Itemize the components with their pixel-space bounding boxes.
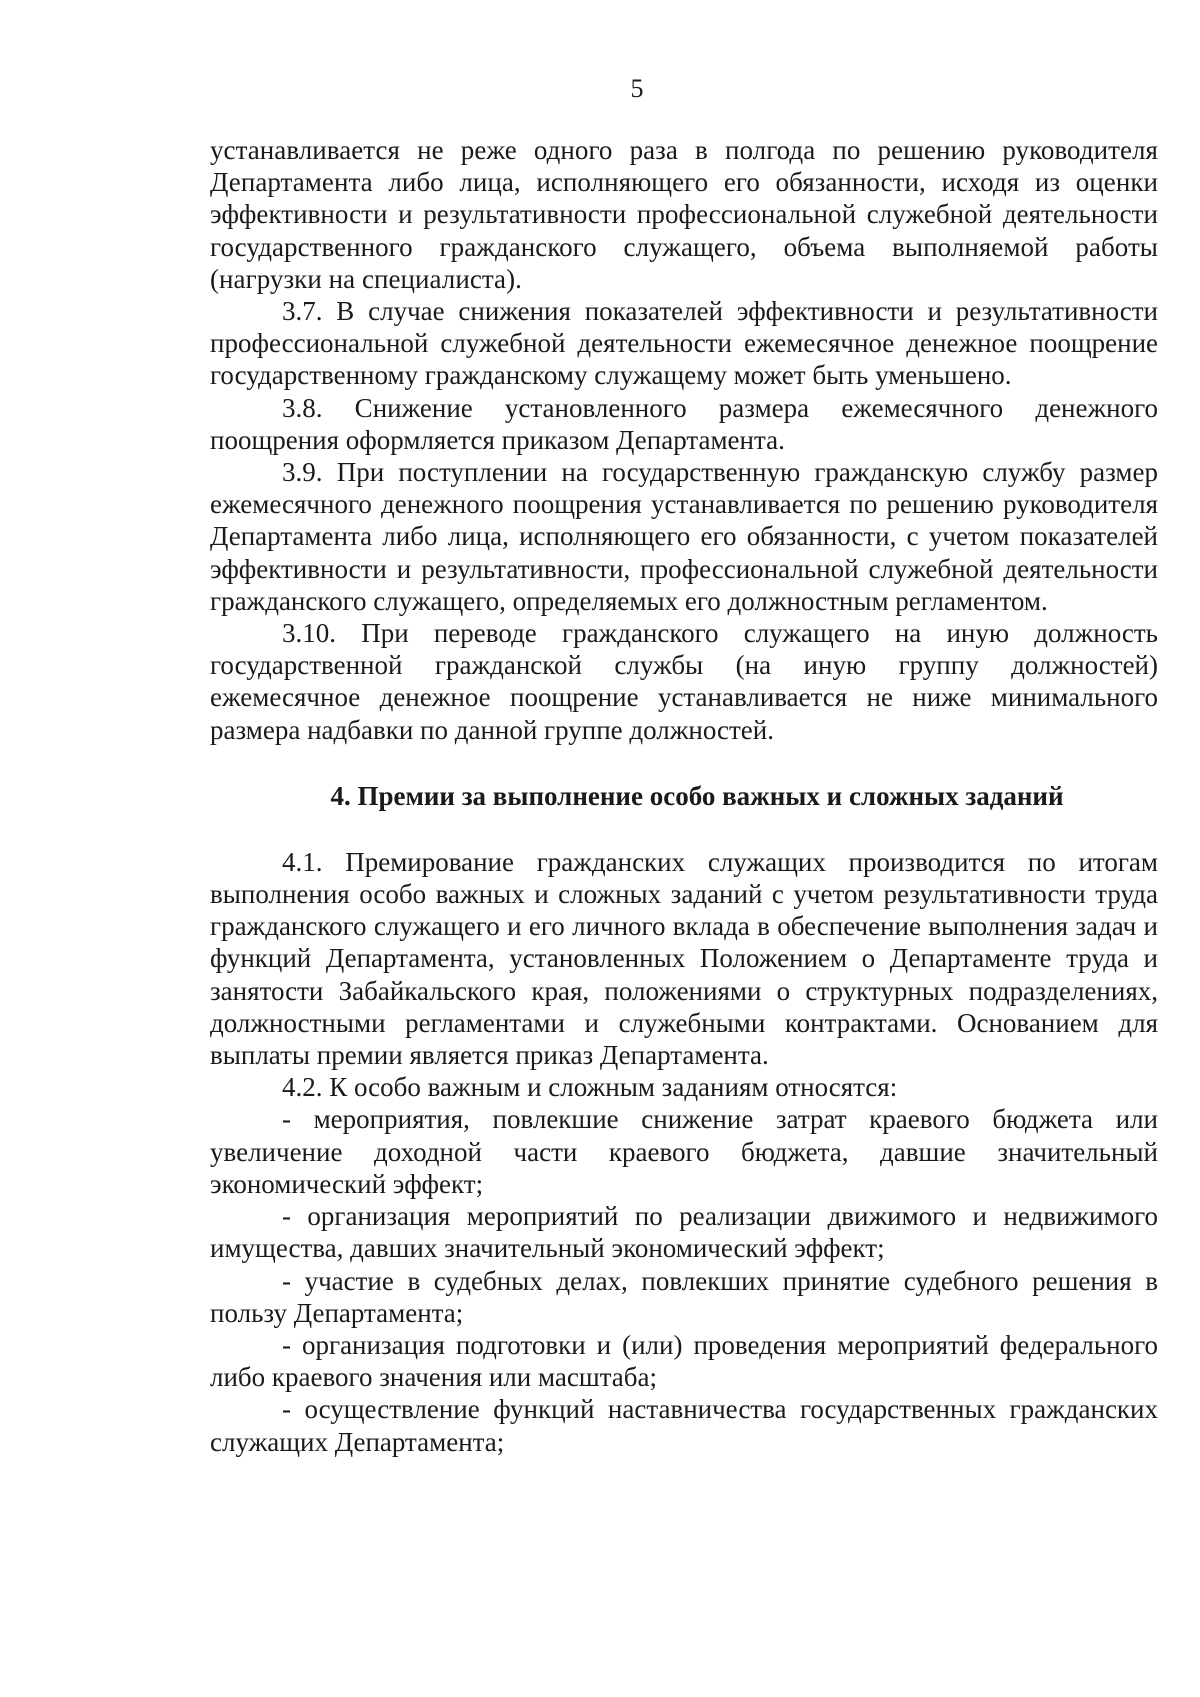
list-item: - организация подготовки и (или) проведения мероприятий федерального либо краевого значения или масштаба;	[210, 1329, 1158, 1393]
paragraph-3-8: 3.8. Снижение установленного размера ежемесячного денежного поощрения оформляется приказом Департамента.	[210, 392, 1158, 455]
paragraph-continuation: устанавливается не реже одного раза в полгода по решению руководителя Департамента либо лица, исполняющего его обязанности, исходя из оценки эффективности и результативности профессиональной служебной деятельности государственного гражданского служащего, объема выполняемой работы (нагрузки на специалиста).	[210, 135, 1158, 294]
list-item: - организация мероприятий по реализации движимого и недвижимого имущества, давших значительный экономический эффект;	[210, 1201, 1158, 1264]
document-body	[210, 134, 1158, 1458]
paragraph-3-10: 3.10. При переводе гражданского служащего на иную должность государственной гражданской службы (на иную группу должностей) ежемесячное денежное поощрение устанавливается не ниже минимального размера надбавки по данной группе должностей.	[210, 618, 1158, 745]
section-heading: 4. Премии за выполнение особо важных и сложных заданий	[330, 780, 1064, 811]
paragraph-3-7: 3.7. В случае снижения показателей эффективности и результативности профессиональной служебной деятельности ежемесячное денежное поощрение государственному гражданскому служащему может быть уменьшено.	[210, 296, 1158, 391]
list-item: - осуществление функций наставничества государственных гражданских служащих Департамента;	[210, 1394, 1158, 1457]
list-item: - мероприятия, повлекшие снижение затрат краевого бюджета или увеличение доходной части краевого бюджета, давшие значительный экономический эффект;	[210, 1104, 1158, 1199]
list-item: - участие в судебных делах, повлекших принятие судебного решения в пользу Департамента;	[210, 1265, 1158, 1328]
paragraph-4-2: 4.2. К особо важным и сложным заданиям относятся:	[282, 1072, 898, 1103]
page-number: 5	[630, 74, 644, 103]
paragraph-3-9: 3.9. При поступлении на государственную гражданскую службу размер ежемесячного денежного поощрения устанавливается по решению руководителя Департамента либо лица, исполняющего его обязанности, с учетом показателей эффективности и результативности, профессиональной служебной деятельности гражданского служащего, определяемых его должностным регламентом.	[210, 457, 1158, 616]
paragraph-4-1: 4.1. Премирование гражданских служащих производится по итогам выполнения особо важных и сложных заданий с учетом результативности труда гражданского служащего и его личного вклада в обеспечение выполнения задач и функций Департамента, установленных Положением о Департаменте труда и занятости Забайкальского края, положениями о структурных подразделениях, должностными регламентами и служебными контрактами. Основанием для выплаты премии является приказ Департамента.	[210, 846, 1158, 1071]
